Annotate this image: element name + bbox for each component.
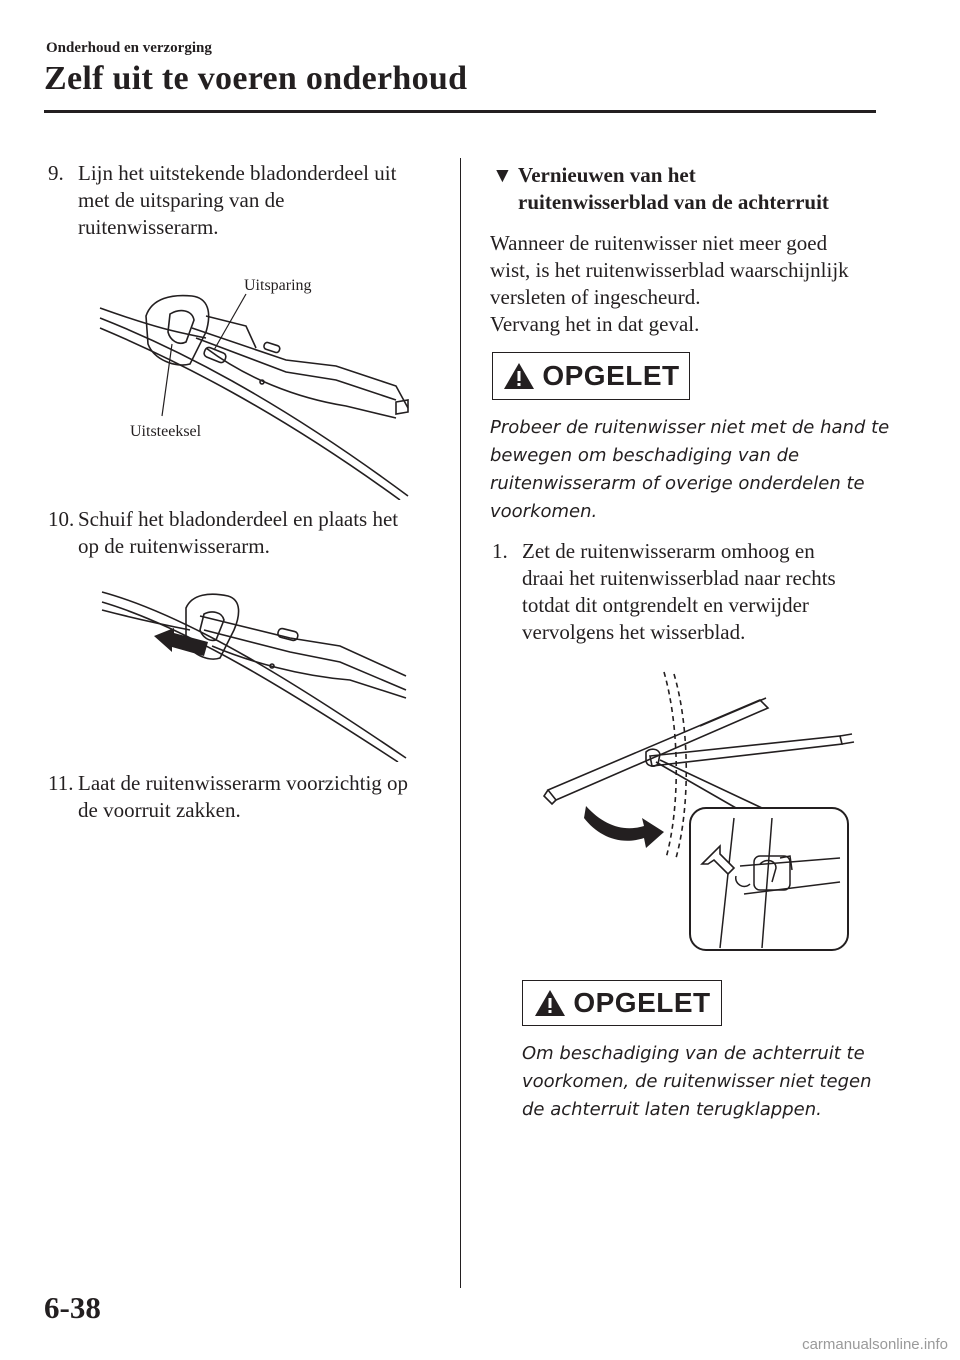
- step-10: [48, 506, 458, 566]
- step-text: Lijn het uitstekende bladonderdeel uit met de uitsparing van de ruitenwisserarm.: [78, 161, 397, 239]
- step-text: Laat de ruitenwisserarm voorzichtig op de voorruit zakken.: [78, 771, 409, 822]
- caution-text: Om beschadiging van de achterruit te voorkomen, de ruitenwisser niet tegen de achterruit laten terugklappen.: [522, 1043, 872, 1120]
- rear-wiper-removal-figure: [540, 668, 860, 958]
- caution-badge: [492, 352, 690, 400]
- step-11: [48, 770, 458, 830]
- label-tab: Uitsteeksel: [130, 423, 202, 440]
- triangle-marker-icon: ▼: [492, 163, 513, 187]
- step-1: [492, 538, 892, 648]
- page-title: Zelf uit te voeren onderhoud: [44, 60, 468, 97]
- caution-text: Probeer de ruitenwisser niet met de hand te bewegen om beschadiging van de ruitenwisserarm of overige onderdelen te voorkomen.: [490, 417, 890, 522]
- step-9: [48, 160, 448, 250]
- watermark: carmanualsonline.info: [802, 1336, 948, 1353]
- step-text: Zet de ruitenwisserarm omhoog en draai het ruitenwisserblad naar rechts totdat dit ontgrendelt en verwijder vervolgens het wisserblad.: [522, 539, 836, 644]
- label-recess: Uitsparing: [244, 277, 312, 294]
- intro-paragraph: Wanneer de ruitenwisser niet meer goed wist, is het ruitenwisserblad waarschijnlijk versleten of ingescheurd. Vervang het in dat geval.: [490, 231, 849, 336]
- column-divider: [460, 158, 461, 1288]
- section-label: Onderhoud en verzorging: [46, 40, 212, 56]
- wiper-blade-slide-figure: [100, 586, 414, 762]
- step-number: 11.: [48, 771, 74, 795]
- rotate-arrow-icon: [584, 806, 664, 848]
- caution-badge: [522, 980, 722, 1026]
- detail-inset: [690, 808, 848, 950]
- step-text: Schuif het bladonderdeel en plaats het op de ruitenwisserarm.: [78, 507, 399, 558]
- title-divider: [44, 110, 876, 113]
- step-number: 1.: [492, 539, 508, 563]
- caution-label: OPGELET: [542, 360, 680, 391]
- page-number: 6-38: [44, 1290, 101, 1325]
- warning-triangle-icon: [533, 988, 567, 1018]
- caution-label: OPGELET: [573, 987, 711, 1018]
- warning-triangle-icon: [502, 361, 536, 391]
- section-heading: ▼ Vernieuwen van het ruitenwisserblad van de achterruit: [492, 163, 829, 214]
- step-number: 10.: [48, 507, 75, 531]
- wiper-blade-alignment-figure: [96, 268, 416, 500]
- step-number: 9.: [48, 161, 64, 185]
